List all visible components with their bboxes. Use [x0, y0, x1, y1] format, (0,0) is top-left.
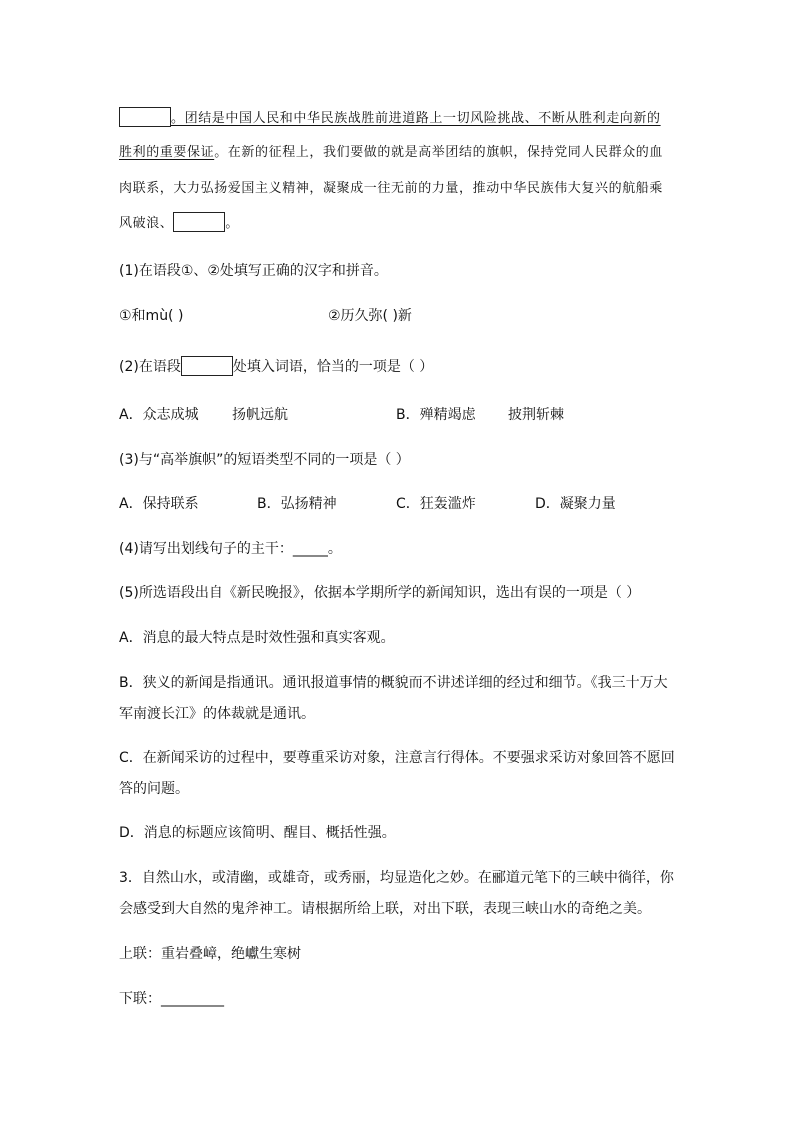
- passage-line-1-text: 。团结是中国人民和中华民族战胜前进道路上一切风险挑战、不断从胜利走向新的: [171, 111, 661, 126]
- q2-option-b-label[interactable]: B．殚精竭虑: [396, 407, 476, 423]
- passage-line-2-text: 。在新的征程上，我们要做的就是高举团结的旗帜，保持党同人民群众的血: [214, 145, 664, 160]
- q3-option-b[interactable]: B．弘扬精神: [257, 496, 337, 512]
- underlined-sentence-end: 胜利的重要保证: [119, 145, 215, 160]
- q1-prompt: (1)在语段①、②处填写正确的汉字和拼音。: [119, 263, 388, 279]
- q6-line-1: 3．自然山水，或清幽，或雄奇，或秀丽，均显造化之妙。在郦道元笔下的三峡中徜徉，你: [119, 870, 674, 886]
- passage-line-1: [119, 107, 661, 129]
- q6-line-2: 会感受到大自然的鬼斧神工。请根据所给上联，对出下联，表现三峡山水的奇绝之美。: [119, 901, 651, 917]
- q4-prompt: (4)请写出划线句子的主干：_____。: [119, 541, 342, 557]
- passage-line-3: 肉联系，大力弘扬爱国主义精神，凝聚成一往无前的力量，推动中华民族伟大复兴的航船乘: [119, 181, 664, 196]
- q2-option-a-word: 扬帆远航: [232, 407, 288, 423]
- q5-prompt: (5)所选语段出自《新民晚报》，依据本学期所学的新闻知识，选出有误的一项是（ ）: [119, 585, 641, 601]
- passage-line-4-end: 。: [225, 216, 240, 231]
- answer-box-2[interactable]: [173, 212, 225, 232]
- q5-option-b-line-2: 军南渡长江》的体裁就是通讯。: [119, 706, 315, 722]
- q5-option-d[interactable]: D．消息的标题应该简明、醒目、概括性强。: [119, 825, 396, 841]
- passage-line-4-text: 风破浪、: [119, 216, 174, 231]
- q3-prompt: (3)与“高举旗帜”的短语类型不同的一项是（ ）: [119, 452, 410, 468]
- q1-item-2: ②历久弥( )新: [328, 308, 412, 324]
- couplet-upper: 上联：重岩叠嶂，绝巘生寒树: [119, 946, 301, 962]
- passage-line-2: [119, 143, 663, 163]
- q5-option-b-line-1[interactable]: B．狭义的新闻是指通讯。通讯报道事情的概貌而不讲述详细的经过和细节。《我三十万大: [119, 675, 668, 691]
- q2-option-a-label[interactable]: A．众志成城: [119, 407, 199, 423]
- q2-prompt: [119, 356, 433, 377]
- q1-item-1: ①和mù( ): [119, 308, 184, 324]
- q2-option-b-word: 披荆斩棘: [508, 407, 564, 423]
- answer-box-1[interactable]: [119, 107, 171, 127]
- passage-line-4: [119, 212, 239, 234]
- q2-box[interactable]: [181, 356, 233, 376]
- q5-option-a[interactable]: A．消息的最大特点是时效性强和真实客观。: [119, 630, 395, 646]
- q2-prompt-end: 处填入词语，恰当的一项是（ ）: [232, 359, 434, 375]
- q5-option-c-line-1[interactable]: C．在新闻采访的过程中，要尊重采访对象，注意言行得体。不要强求采访对象回答不愿回: [119, 750, 675, 766]
- q3-option-c[interactable]: C．狂轰滥炸: [396, 496, 476, 512]
- couplet-lower-field[interactable]: 下联：_________: [119, 991, 224, 1007]
- q3-option-a[interactable]: A．保持联系: [119, 496, 199, 512]
- q3-option-d[interactable]: D．凝聚力量: [535, 496, 616, 512]
- q2-prompt-start: (2)在语段: [119, 359, 181, 375]
- q5-option-c-line-2: 答的问题。: [119, 781, 189, 797]
